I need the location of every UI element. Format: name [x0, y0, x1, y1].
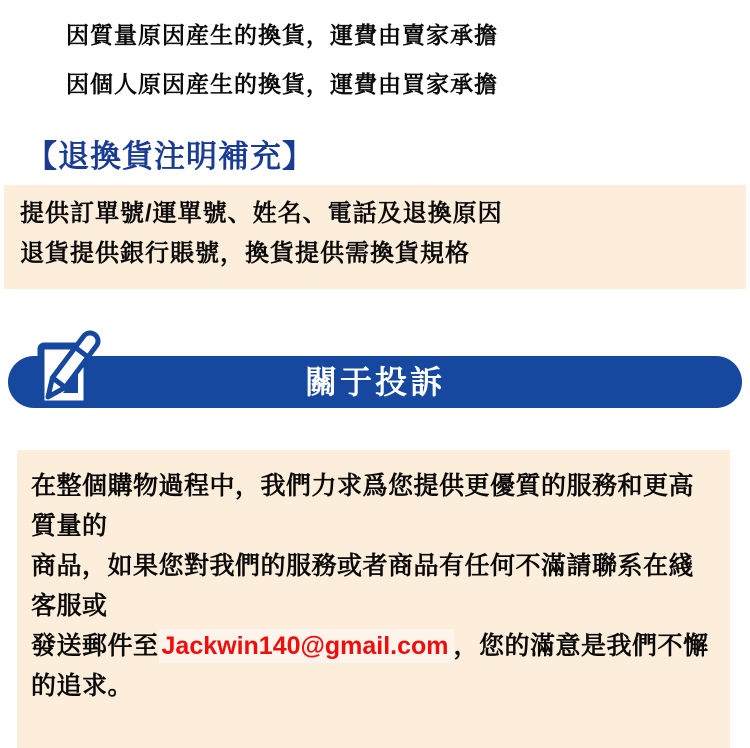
- email-line-suffix: ，您的滿意是我們不懈的追求。: [31, 632, 709, 700]
- exchange-policy-personal-line: 因個人原因産生的換貨，運費由買家承擔: [66, 71, 498, 97]
- complaint-body-line-2: 商品，如果您對我們的服務或者商品有任何不滿請聯系在綫客服或: [31, 552, 695, 620]
- complaint-body-line-3: [31, 626, 716, 706]
- complaint-banner: [0, 319, 750, 419]
- contact-email: Jackwin140@gmail.com: [159, 629, 454, 663]
- return-supplement-heading: 【退換貨注明補充】: [26, 139, 314, 174]
- pencil-notepad-icon: [34, 323, 102, 417]
- supplement-line-order-info: 提供訂單號/運單號、姓名、電話及退換原因: [20, 200, 503, 227]
- exchange-policy-quality-line: 因質量原因産生的換貨，運費由賣家承擔: [66, 22, 498, 48]
- supplement-line-bank-info: 退貨提供銀行賬號，換貨提供需換貨規格: [20, 240, 470, 267]
- complaint-banner-title: 關于投訴: [304, 364, 445, 400]
- email-line-prefix: 發送郵件至: [31, 632, 159, 660]
- complaint-panel: [17, 450, 730, 748]
- complaint-body-line-1: 在整個購物過程中，我們力求爲您提供更優質的服務和更高質量的: [31, 472, 695, 540]
- return-supplement-panel: [4, 185, 746, 289]
